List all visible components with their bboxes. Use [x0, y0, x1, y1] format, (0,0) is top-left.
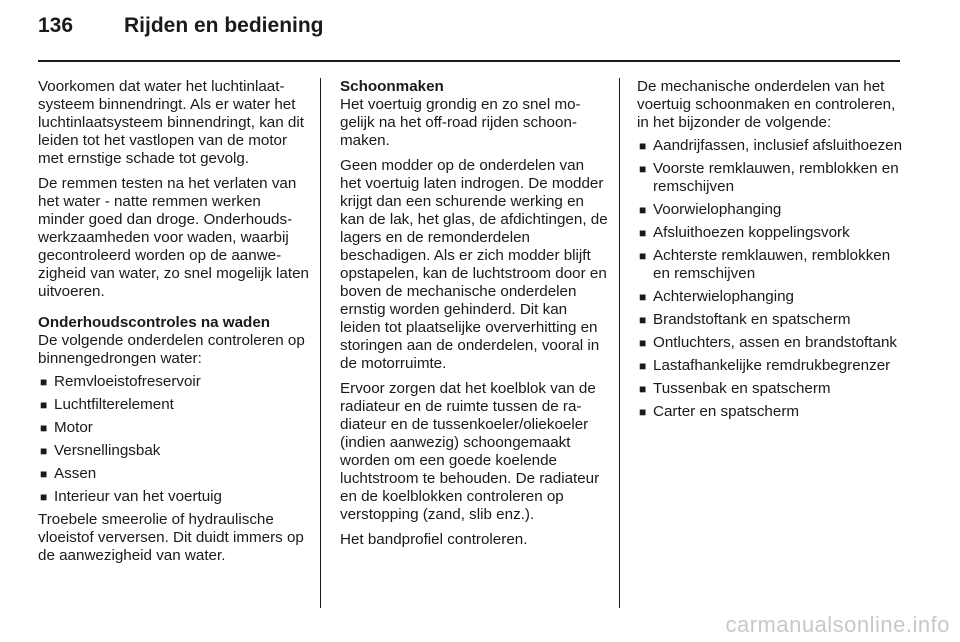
bullet-list: [38, 373, 310, 506]
bullet-icon: ■: [639, 226, 647, 240]
bullet-icon: ■: [40, 490, 48, 504]
list-item: ■ Achterste remklauwen, remblokken en remschijven: [639, 247, 891, 282]
bullet-icon: ■: [40, 421, 48, 435]
bullet-icon: ■: [40, 375, 48, 389]
list-item: ■ Tussenbak en spatscherm: [639, 380, 831, 397]
paragraph: De remmen testen na het verlaten van het water - natte remmen werken minder goed dan droge. Onderhoudswerkzaamheden voor waden, waarbij gecontroleerd worden op de aanwezigheid van water, zo snel mogelijk laten uitvoeren.: [38, 175, 309, 300]
bullet-icon: ■: [639, 405, 647, 419]
list-item: ■ Interieur van het voertuig: [40, 488, 223, 505]
watermark: carmanualsonline.info: [725, 612, 950, 637]
bullet-icon: ■: [639, 359, 647, 373]
column-divider: [619, 78, 620, 608]
list-item: ■ Assen: [40, 465, 97, 482]
list-item: ■ Ontluchters, assen en brandstoftank: [639, 334, 897, 351]
list-item: ■ Lastafhankelijke remdrukbegrenzer: [639, 357, 891, 374]
bullet-icon: ■: [40, 467, 48, 481]
paragraph: Voorkomen dat water het luchtinlaatsysteem binnendringt. Als er water het luchtinlaatsysteem binnendringt, kan dit leiden tot het vastlopen van de motor met ernstige schade tot gevolg.: [38, 78, 304, 167]
bullet-icon: ■: [639, 313, 647, 327]
list-item: ■ Voorste remklauwen, remblokken en remschijven: [639, 160, 899, 195]
paragraph: Het voertuig grondig en zo snel mogelijk na het off-road rijden schoonmaken.: [340, 96, 581, 149]
section-heading-maintenance: Onderhoudscontroles na waden: [38, 314, 271, 331]
paragraph: De mechanische onderdelen van het voertuig schoonmaken en controleren, in het bijzonder de volgende:: [637, 78, 896, 131]
column-1: [38, 78, 310, 572]
bullet-icon: ■: [639, 249, 647, 263]
page-title: Rijden en bediening: [124, 14, 324, 37]
paragraph: De volgende onderdelen controleren op binnengedrongen water:: [38, 332, 305, 367]
page-number: 136: [38, 14, 74, 37]
list-item: ■ Aandrijfassen, inclusief afsluithoezen: [639, 137, 903, 154]
bullet-list: [637, 137, 903, 421]
column-2: [340, 78, 608, 556]
paragraph: Geen modder op de onderdelen van het voertuig laten indrogen. De modder krijgt dan een schurende werking en kan de lak, het glas, de afdichtingen, de lagers en de remonderdelen beschadigen. Als er zich modder blijft opstapelen, kan de luchtstroom door en boven de mechanische onderdelen ernstig worden gehinderd. Dit kan leiden tot plaatselijke oververhitting en storingen aan de onderdelen, vooral in de motorruimte.: [340, 157, 608, 372]
bullet-icon: ■: [639, 336, 647, 350]
paragraph: Het bandprofiel controleren.: [340, 531, 528, 548]
column-3: [637, 78, 903, 426]
list-item: ■ Voorwielophanging: [639, 201, 782, 218]
list-item: ■ Carter en spatscherm: [639, 403, 800, 420]
header-divider: [38, 60, 900, 62]
list-item: ■ Motor: [40, 419, 93, 436]
bullet-icon: ■: [639, 139, 647, 153]
list-item: ■ Brandstoftank en spatscherm: [639, 311, 851, 328]
section-heading-cleaning: Schoonmaken: [340, 78, 444, 95]
bullet-icon: ■: [40, 444, 48, 458]
list-item: ■ Achterwielophanging: [639, 288, 795, 305]
list-item: ■ Remvloeistofreservoir: [40, 373, 201, 390]
bullet-icon: ■: [40, 398, 48, 412]
paragraph: Troebele smeerolie of hydraulische vloeistof verversen. Dit duidt immers op de aanwezigheid van water.: [38, 511, 304, 564]
column-divider: [320, 78, 321, 608]
paragraph: Ervoor zorgen dat het koelblok van de radiateur en de ruimte tussen de radiateur en de tussenkoeler/oliekoeler (indien aanwezig) schoongemaakt worden om een goede koelende luchtstroom te behouden. De radiateur en de koelblokken controleren op verstopping (zand, slib enz.).: [340, 380, 600, 523]
bullet-icon: ■: [639, 382, 647, 396]
list-item: ■ Versnellingsbak: [40, 442, 161, 459]
bullet-icon: ■: [639, 203, 647, 217]
bullet-icon: ■: [639, 290, 647, 304]
bullet-icon: ■: [639, 162, 647, 176]
list-item: ■ Luchtfilterelement: [40, 396, 174, 413]
list-item: ■ Afsluithoezen koppelingsvork: [639, 224, 850, 241]
